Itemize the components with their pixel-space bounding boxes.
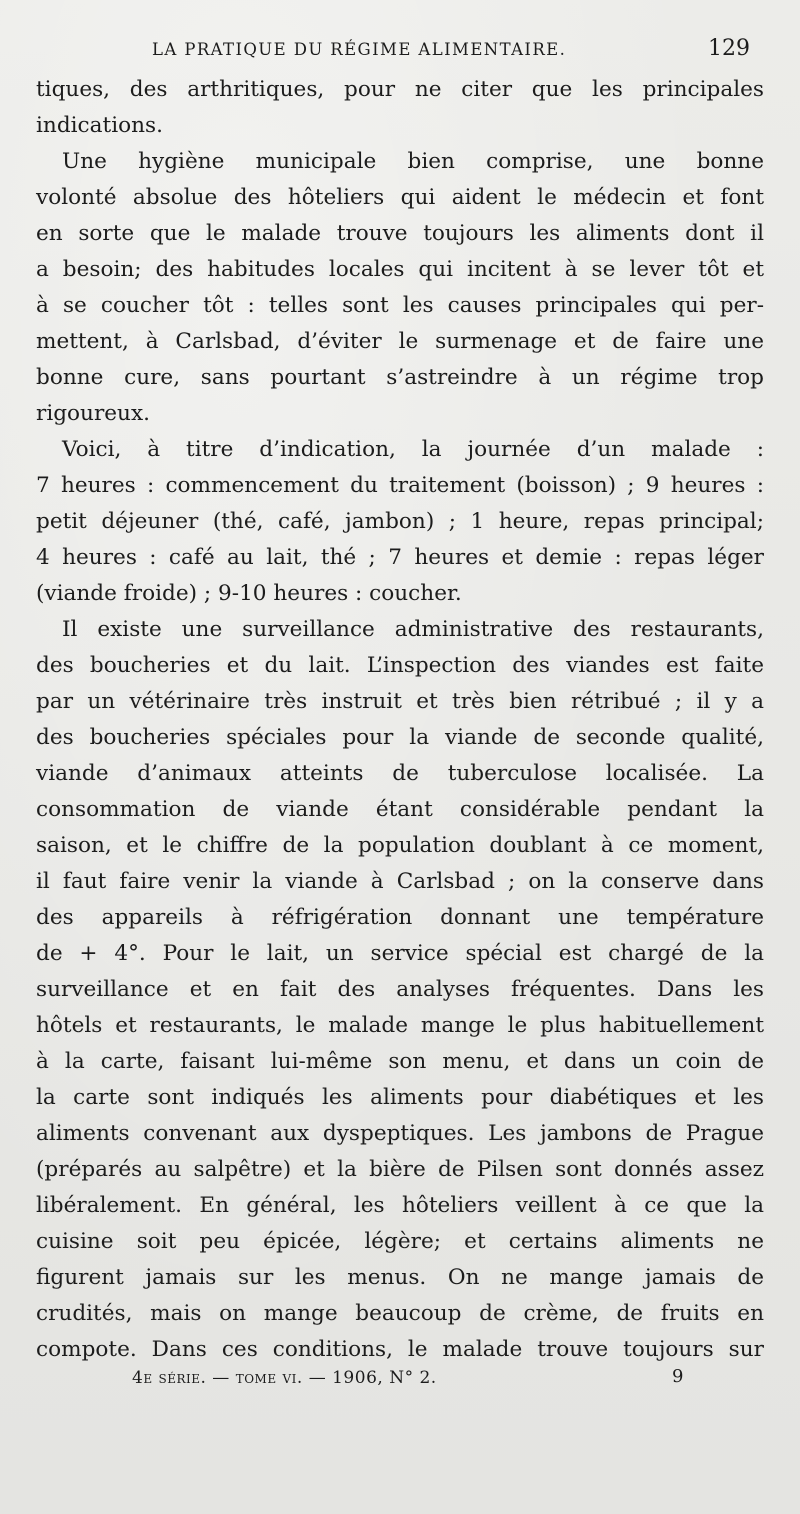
text-line: surveillance et en fait des analyses fréquentes. Dans les xyxy=(36,977,764,1002)
text-line: hôtels et restaurants, le malade mange le plus habituellement xyxy=(36,1013,764,1038)
paragraph xyxy=(36,72,764,144)
text-line: mettent, à Carlsbad, d’éviter le surmenage et de faire une xyxy=(36,329,764,354)
text-line: aliments convenant aux dyspeptiques. Les jambons de Prague xyxy=(36,1121,764,1146)
text-line: à se coucher tôt : telles sont les causes principales qui per- xyxy=(36,293,764,318)
text-line: indications. xyxy=(36,113,163,138)
text-line: cuisine soit peu épicée, légère; et certains aliments ne xyxy=(36,1229,764,1254)
text-line: a besoin; des habitudes locales qui incitent à se lever tôt et xyxy=(36,257,764,282)
text-line: par un vétérinaire très instruit et très bien rétribué ; il y a xyxy=(36,689,764,714)
text-line: consommation de viande étant considérable pendant la xyxy=(36,797,764,822)
text-line: tiques, des arthritiques, pour ne citer que les principales xyxy=(36,77,764,102)
text-line: de + 4°. Pour le lait, un service spécial est chargé de la xyxy=(36,941,764,966)
text-line: 4 heures : café au lait, thé ; 7 heures et demie : repas léger xyxy=(36,545,764,570)
text-line: rigoureux. xyxy=(36,401,151,426)
text-line: (préparés au salpêtre) et la bière de Pilsen sont donnés assez xyxy=(36,1157,764,1182)
paragraph xyxy=(36,432,764,612)
page-header xyxy=(0,36,800,66)
text-line: Une hygiène municipale bien comprise, une bonne xyxy=(62,149,764,174)
signature-mark: 9 xyxy=(672,1366,684,1387)
text-line: petit déjeuner (thé, café, jambon) ; 1 heure, repas principal; xyxy=(36,509,764,534)
text-line: la carte sont indiqués les aliments pour diabétiques et les xyxy=(36,1085,764,1110)
text-line: saison, et le chiffre de la population doublant à ce moment, xyxy=(36,833,764,858)
text-line: à la carte, faisant lui-même son menu, et dans un coin de xyxy=(36,1049,764,1074)
text-line: compote. Dans ces conditions, le malade trouve toujours sur xyxy=(36,1337,764,1362)
body-text xyxy=(36,72,764,1368)
text-line: bonne cure, sans pourtant s’astreindre à un régime trop xyxy=(36,365,764,390)
page-footer xyxy=(0,1364,800,1394)
text-line: des boucheries spéciales pour la viande de seconde qualité, xyxy=(36,725,764,750)
text-line: crudités, mais on mange beaucoup de crème, de fruits en xyxy=(36,1301,764,1326)
journal-reference: 4e série. — tome vi. — 1906, N° 2. xyxy=(132,1368,437,1388)
text-line: (viande froide) ; 9-10 heures : coucher. xyxy=(36,581,462,606)
text-line: 7 heures : commencement du traitement (boisson) ; 9 heures : xyxy=(36,473,764,498)
text-line: en sorte que le malade trouve toujours les aliments dont il xyxy=(36,221,764,246)
paragraph xyxy=(36,144,764,432)
text-line: libéralement. En général, les hôteliers veillent à ce que la xyxy=(36,1193,764,1218)
text-line: des boucheries et du lait. L’inspection des viandes est faite xyxy=(36,653,764,678)
text-line: Il existe une surveillance administrative des restaurants, xyxy=(62,617,764,642)
text-line: figurent jamais sur les menus. On ne mange jamais de xyxy=(36,1265,764,1290)
text-line: volonté absolue des hôteliers qui aident le médecin et font xyxy=(36,185,764,210)
text-line: viande d’animaux atteints de tuberculose localisée. La xyxy=(36,761,764,786)
paragraph xyxy=(36,612,764,1368)
text-line: il faut faire venir la viande à Carlsbad ; on la conserve dans xyxy=(36,869,764,894)
page-number: 129 xyxy=(708,36,750,61)
text-line: Voici, à titre d’indication, la journée d’un malade : xyxy=(62,437,764,462)
running-head: LA PRATIQUE DU RÉGIME ALIMENTAIRE. xyxy=(152,40,567,59)
text-line: des appareils à réfrigération donnant une température xyxy=(36,905,764,930)
